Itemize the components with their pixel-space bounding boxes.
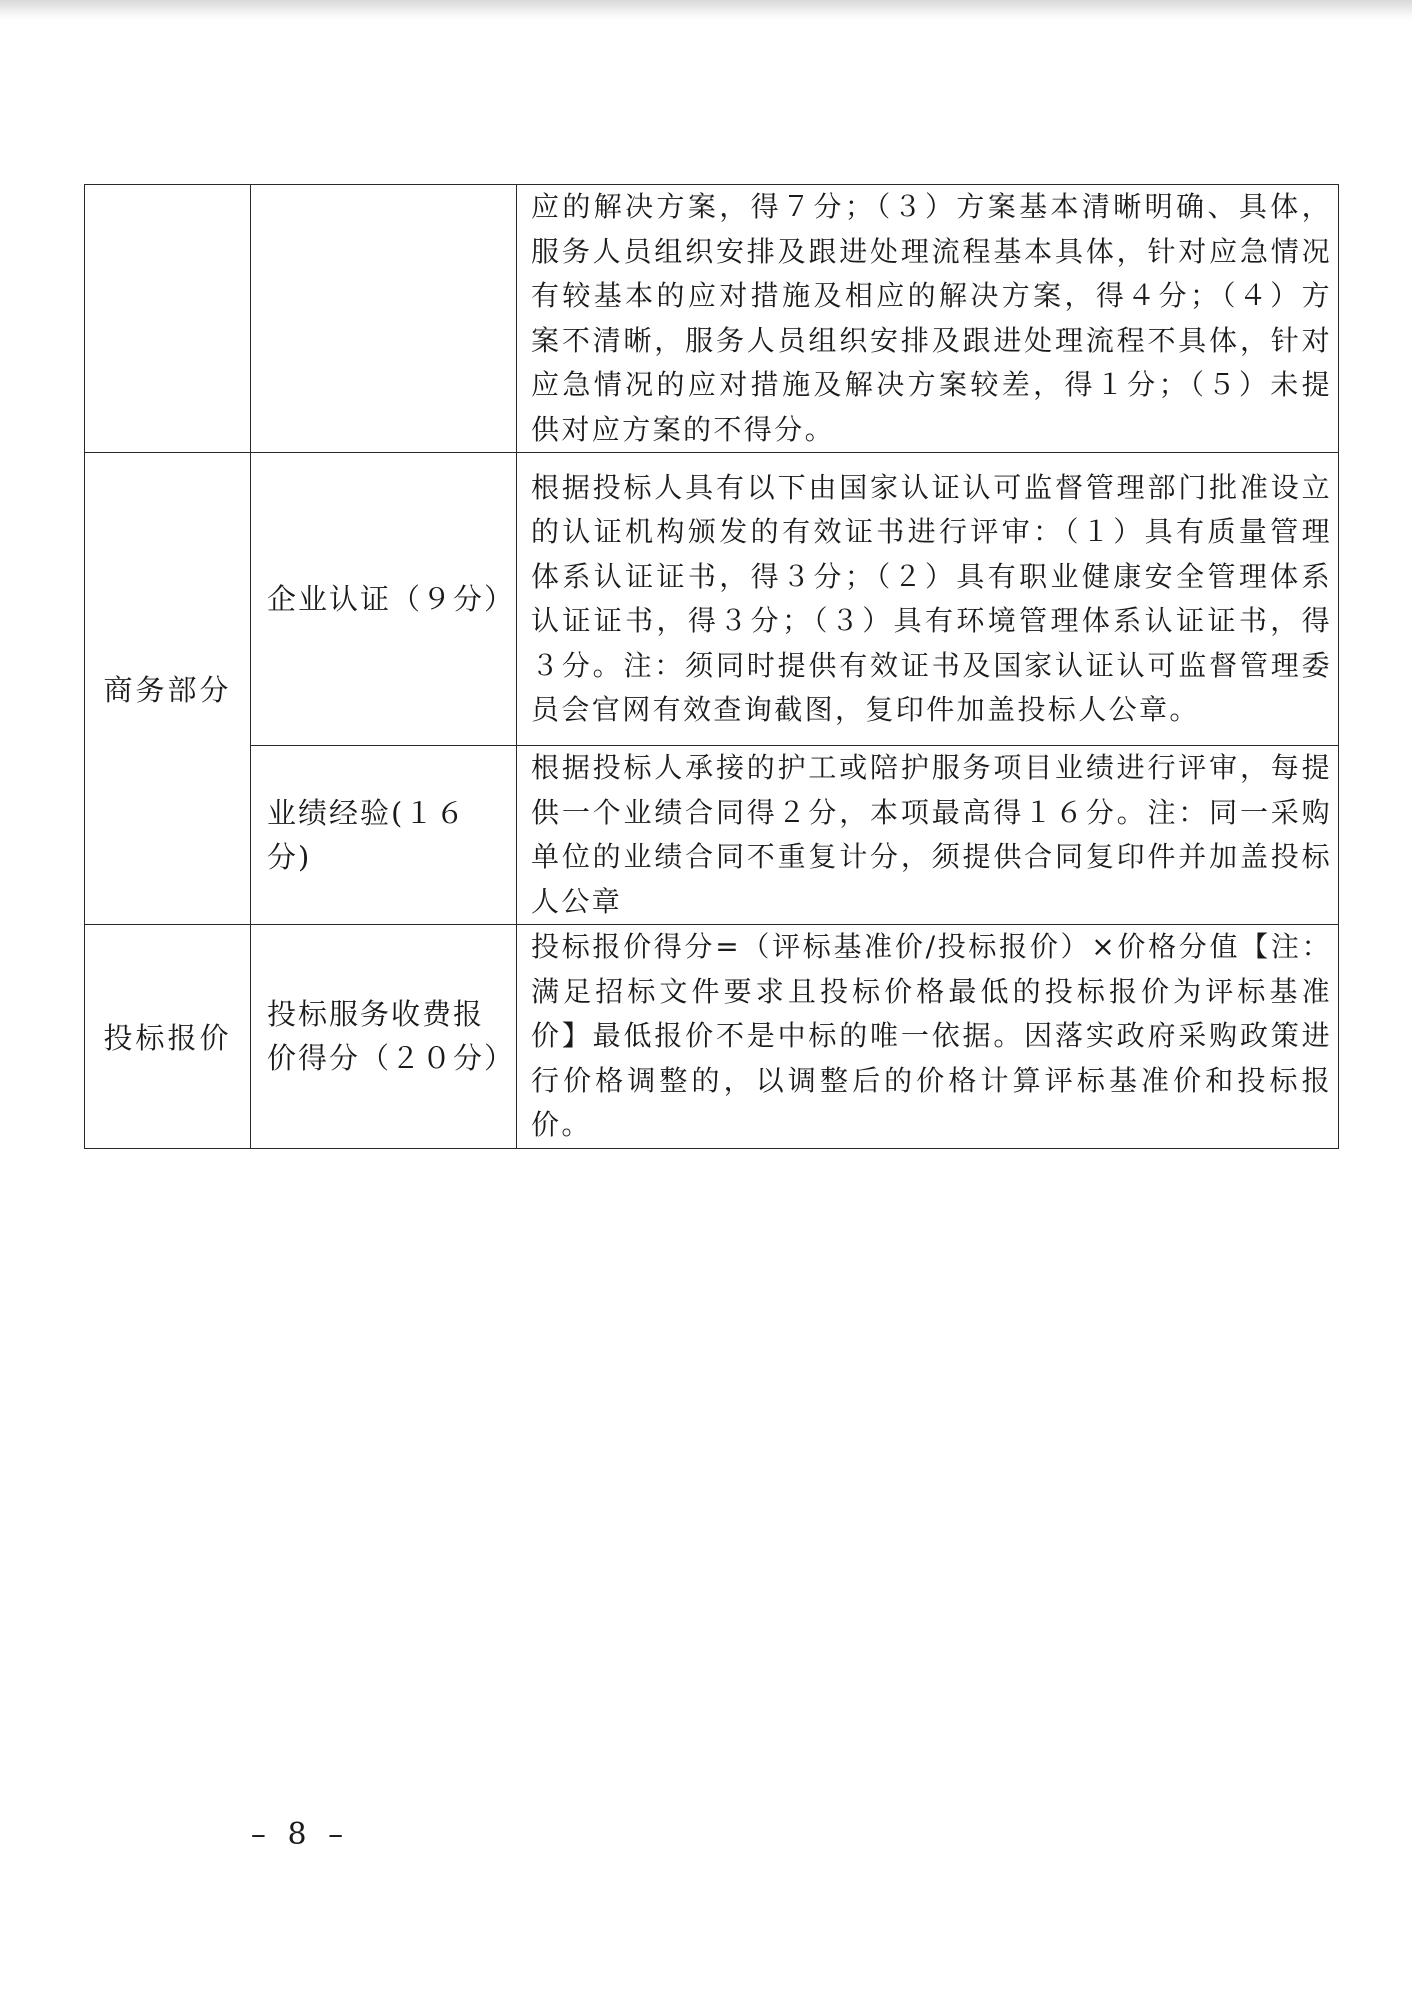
price-description: 投标报价得分=（评标基准价/投标报价）×价格分值【注：满足招标文件要求且投标价格最低的投标报价为评标基准价】最低报价不是中标的唯一依据。因落实政府采购政策进行价格调整的，以调整后的价格计算评标基准价和投标报价。 (517, 925, 1339, 1149)
table-row (85, 746, 1339, 925)
scoring-table (84, 184, 1339, 1149)
item-performance-experience: 业绩经验(１６分) (251, 746, 517, 925)
item-enterprise-certification: 企业认证（９分） (251, 453, 517, 746)
category-business: 商务部分 (85, 453, 251, 925)
item-cell-continued (251, 185, 517, 453)
table-row (85, 185, 1339, 453)
criteria-description: 应的解决方案，得７分；（３）方案基本清晰明确、具体，服务人员组织安排及跟进处理流程基本具体，针对应急情况有较基本的应对措施及相应的解决方案，得４分；（４）方案不清晰，服务人员组织安排及跟进处理流程不具体，针对应急情况的应对措施及解决方案较差，得１分；（５）未提供对应方案的不得分。 (517, 185, 1339, 453)
item-bid-price-score: 投标服务收费报价得分（２０分） (251, 925, 517, 1149)
experience-description: 根据投标人承接的护工或陪护服务项目业绩进行评审，每提供一个业绩合同得２分，本项最高得１６分。注：同一采购单位的业绩合同不重复计分，须提供合同复印件并加盖投标人公章 (517, 746, 1339, 925)
scan-top-edge (0, 0, 1412, 20)
table-row (85, 925, 1339, 1149)
category-cell-continued (85, 185, 251, 453)
category-bid-price: 投标报价 (85, 925, 251, 1149)
certification-description: 根据投标人具有以下由国家认证认可监督管理部门批准设立的认证机构颁发的有效证书进行评审：（１）具有质量管理体系认证证书，得３分；（２）具有职业健康安全管理体系认证证书，得３分；（３）具有环境管理体系认证证书，得３分。注：须同时提供有效证书及国家认证认可监督管理委员会官网有效查询截图，复印件加盖投标人公章。 (517, 453, 1339, 746)
table-row (85, 453, 1339, 746)
page-number: – 8 – (250, 1817, 350, 1852)
